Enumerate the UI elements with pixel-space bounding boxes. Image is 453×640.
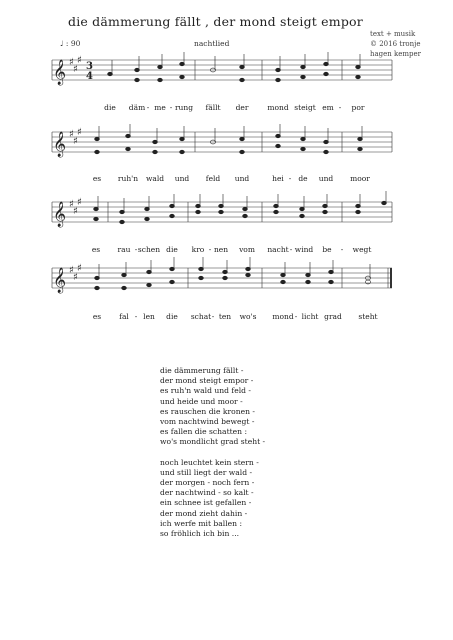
poem-line: und heide und moor - [160,396,243,406]
poem-line: die dämmerung fällt - [160,366,244,375]
lyric-syllable: die [166,245,178,254]
svg-text:♯: ♯ [69,199,74,210]
lyric-syllable: die [166,312,178,321]
lyric-hyphen: - [134,312,138,321]
lyric-syllable: mond [267,103,289,112]
lyric-syllable: feld [205,174,221,183]
svg-text:♯: ♯ [73,64,78,75]
treble-clef-icon: 𝄞 [53,268,67,293]
lyric-syllable: wo's [239,312,257,321]
lyric-syllable: wald [145,174,165,183]
lyric-syllable: es [92,174,102,183]
lyric-syllable: wegt [352,245,372,254]
treble-clef-icon: 𝄞 [53,60,67,85]
treble-clef-icon: 𝄞 [53,132,67,157]
credit-line-1: text + musik [370,30,416,38]
lyric-syllable: steigt [294,103,316,112]
poem-line: der mond steigt empor - [160,376,254,386]
lyric-hyphen: - [294,312,298,321]
lyric-syllable: nacht [267,245,289,254]
lyric-syllable: fal [119,312,129,321]
lyric-hyphen: - [338,103,342,112]
credit-line-3: hagen kemper [370,50,422,58]
lyric-syllable: em [322,103,334,112]
lyric-syllable: wind [294,245,314,254]
poem-line: der morgen - noch fern - [160,478,255,488]
lyric-syllable: rau [117,245,131,254]
lyric-hyphen: - [340,245,344,254]
credit-line-2: © 2016 tronje [370,40,421,48]
song-subtitle: nachtlied [194,39,230,48]
poem-line: ich werfe mit ballen : [160,518,243,528]
poem-line: vom nachtwind bewegt - [160,417,255,427]
lyric-syllable: mond [272,312,294,321]
lyric-hyphen: - [288,174,292,183]
lyric-syllable: die [104,103,116,112]
lyric-syllable: be [322,245,332,254]
lyric-syllable: me [154,103,166,112]
poem-line: der mond zieht dahin - [160,508,248,518]
lyric-syllable: und [174,174,190,183]
poem-line: es fallen die schatten : [160,427,248,437]
lyric-syllable: und [234,174,250,183]
lyric-syllable: hei [272,174,284,183]
poem-line: so fröhlich ich bin ... [160,529,240,539]
lyric-syllable: licht [301,312,319,321]
tempo-marking: ♩ : 90 [60,39,81,48]
lyric-syllable: vom [239,245,255,254]
lyric-syllable: schat [190,312,212,321]
svg-text:♯: ♯ [77,197,82,208]
svg-text:♯: ♯ [69,57,74,68]
poem-line: es ruh'n wald und feld - [160,386,251,396]
svg-text:♯: ♯ [77,55,82,66]
svg-text:3: 3 [86,61,93,72]
lyric-syllable: steht [358,312,378,321]
svg-text:♯: ♯ [69,129,74,140]
svg-text:♯: ♯ [73,136,78,147]
staff-system-3 [0,192,453,252]
svg-text:♯: ♯ [69,265,74,276]
lyric-syllable: schen [137,245,161,254]
lyric-hyphen: - [169,103,173,112]
poem-line: es rauschen die kronen - [160,406,255,416]
lyric-syllable: de [298,174,308,183]
poem-line: und still liegt der wald - [160,467,253,477]
poem-text [160,366,265,539]
lyric-syllable: es [91,245,101,254]
svg-text:♯: ♯ [77,127,82,138]
svg-text:♯: ♯ [73,206,78,217]
svg-text:♯: ♯ [73,272,78,283]
lyric-syllable: und [318,174,334,183]
lyric-hyphen: - [208,245,212,254]
lyric-syllable: len [143,312,155,321]
staff-system-4 [0,258,453,318]
lyric-syllable: nen [213,245,229,254]
lyric-syllable: der [235,103,249,112]
lyric-hyphen: - [146,103,150,112]
treble-clef-icon: 𝄞 [53,202,67,227]
lyric-hyphen: - [134,245,138,254]
lyric-syllable: grad [324,312,342,321]
lyric-syllable: kro [191,245,205,254]
svg-text:4: 4 [86,71,93,82]
lyric-syllable: däm [128,103,146,112]
song-title: die dämmerung fällt , der mond steigt empor [68,14,363,29]
lyric-hyphen: - [211,312,215,321]
poem-line: ein schnee ist gefallen - [160,498,252,508]
lyric-syllable: moor [350,174,370,183]
lyric-hyphen: - [289,245,293,254]
svg-text:♯: ♯ [77,263,82,274]
lyric-syllable: ten [218,312,232,321]
lyric-syllable: ruh'n [117,174,139,183]
poem-line: wo's mondlicht grad steht - [160,437,266,447]
lyric-syllable: rung [174,103,194,112]
poem-line: noch leuchtet kein stern - [160,457,259,467]
lyric-syllable: es [92,312,102,321]
staff-system-1 [0,50,453,110]
poem-line: der nachtwind - so kalt - [160,488,254,498]
staff-system-2 [0,122,453,182]
lyric-syllable: fällt [205,103,221,112]
lyric-syllable: por [351,103,365,112]
